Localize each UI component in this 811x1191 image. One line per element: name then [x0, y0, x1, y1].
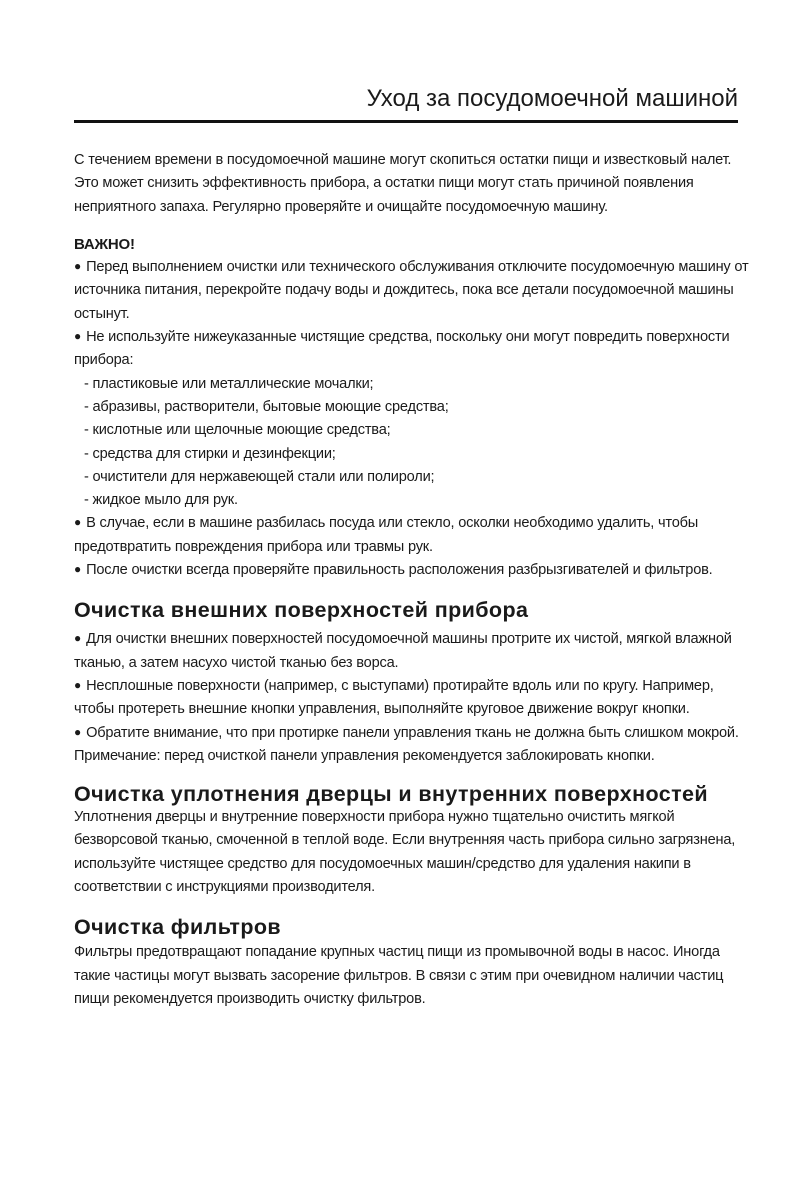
page-title: Уход за посудомоечной машиной: [366, 85, 738, 112]
exterior-note: Примечание: перед очисткой панели управления рекомендуется заблокировать кнопки.: [74, 747, 655, 764]
forbidden-item: - очистители для нержавеющей стали или полироли;: [84, 468, 435, 485]
important-bullet-power: ● Перед выполнением очистки или технического обслуживания отключите посудомоечную машину от источника питания, перекройте подачу воды и дождитесь, пока все детали посудомоечной машины остынут.: [74, 256, 754, 326]
exterior-bullet-panel: ● Обратите внимание, что при протирке панели управления ткань не должна быть слишком мокрой.: [74, 722, 754, 745]
section-heading-filters: Очистка фильтров: [74, 915, 282, 940]
exterior-bullet-wipe: ● Для очистки внешних поверхностей посудомоечной машины протрите их чистой, мягкой влажной тканью, а затем насухо чистой тканью без ворса.: [74, 628, 754, 675]
important-heading: ВАЖНО!: [74, 235, 135, 253]
filters-paragraph: Фильтры предотвращают попадание крупных частиц пищи из промывочной воды в насос. Иногда такие частицы могут вызвать засорение фильтров. В связи с этим при очевидном наличии частиц пищи рекомендуется производить очистку фильтров.: [74, 944, 724, 1007]
section-heading-seals: Очистка уплотнения дверцы и внутренних поверхностей: [74, 782, 708, 807]
important-bullet-cleaners: ● Не используйте нижеуказанные чистящие средства, поскольку они могут повредить поверхности прибора:: [74, 326, 754, 373]
forbidden-item: - абразивы, растворители, бытовые моющие средства;: [84, 398, 449, 415]
important-bullet-check-sprayers: ● После очистки всегда проверяйте правильность расположения разбрызгивателей и фильтров.: [74, 559, 754, 582]
forbidden-item: - пластиковые или металлические мочалки;: [84, 375, 374, 392]
exterior-bullet-uneven: ● Несплошные поверхности (например, с выступами) протирайте вдоль или по кругу. Например, чтобы протереть внешние кнопки управления, выполняйте круговое движение вокруг кнопки.: [74, 675, 754, 722]
forbidden-item: - жидкое мыло для рук.: [84, 492, 238, 509]
seals-paragraph: Уплотнения дверцы и внутренние поверхности прибора нужно тщательно очистить мягкой безворсовой тканью, смоченной в теплой воде. Если внутренняя часть прибора сильно загрязнена, используйте чистящее средство для посудомоечных машин/средство для удаления накипи в соответствии с инструкциями производителя.: [74, 809, 736, 896]
page-header: [74, 84, 738, 123]
forbidden-item: - кислотные или щелочные моющие средства;: [84, 422, 391, 439]
section-heading-exterior: Очистка внешних поверхностей прибора: [74, 598, 529, 623]
forbidden-item: - средства для стирки и дезинфекции;: [84, 445, 336, 462]
intro-paragraph: С течением времени в посудомоечной машине могут скопиться остатки пищи и известковый налет. Это может снизить эффективность прибора, а остатки пищи могут стать причиной появления неприятного запаха. Регулярно проверяйте и очищайте посудомоечную машину.: [74, 152, 732, 215]
document-body: [74, 149, 754, 1011]
important-bullet-broken-glass: ● В случае, если в машине разбилась посуда или стекло, осколки необходимо удалить, чтобы предотвратить повреждения прибора или травмы рук.: [74, 512, 754, 559]
